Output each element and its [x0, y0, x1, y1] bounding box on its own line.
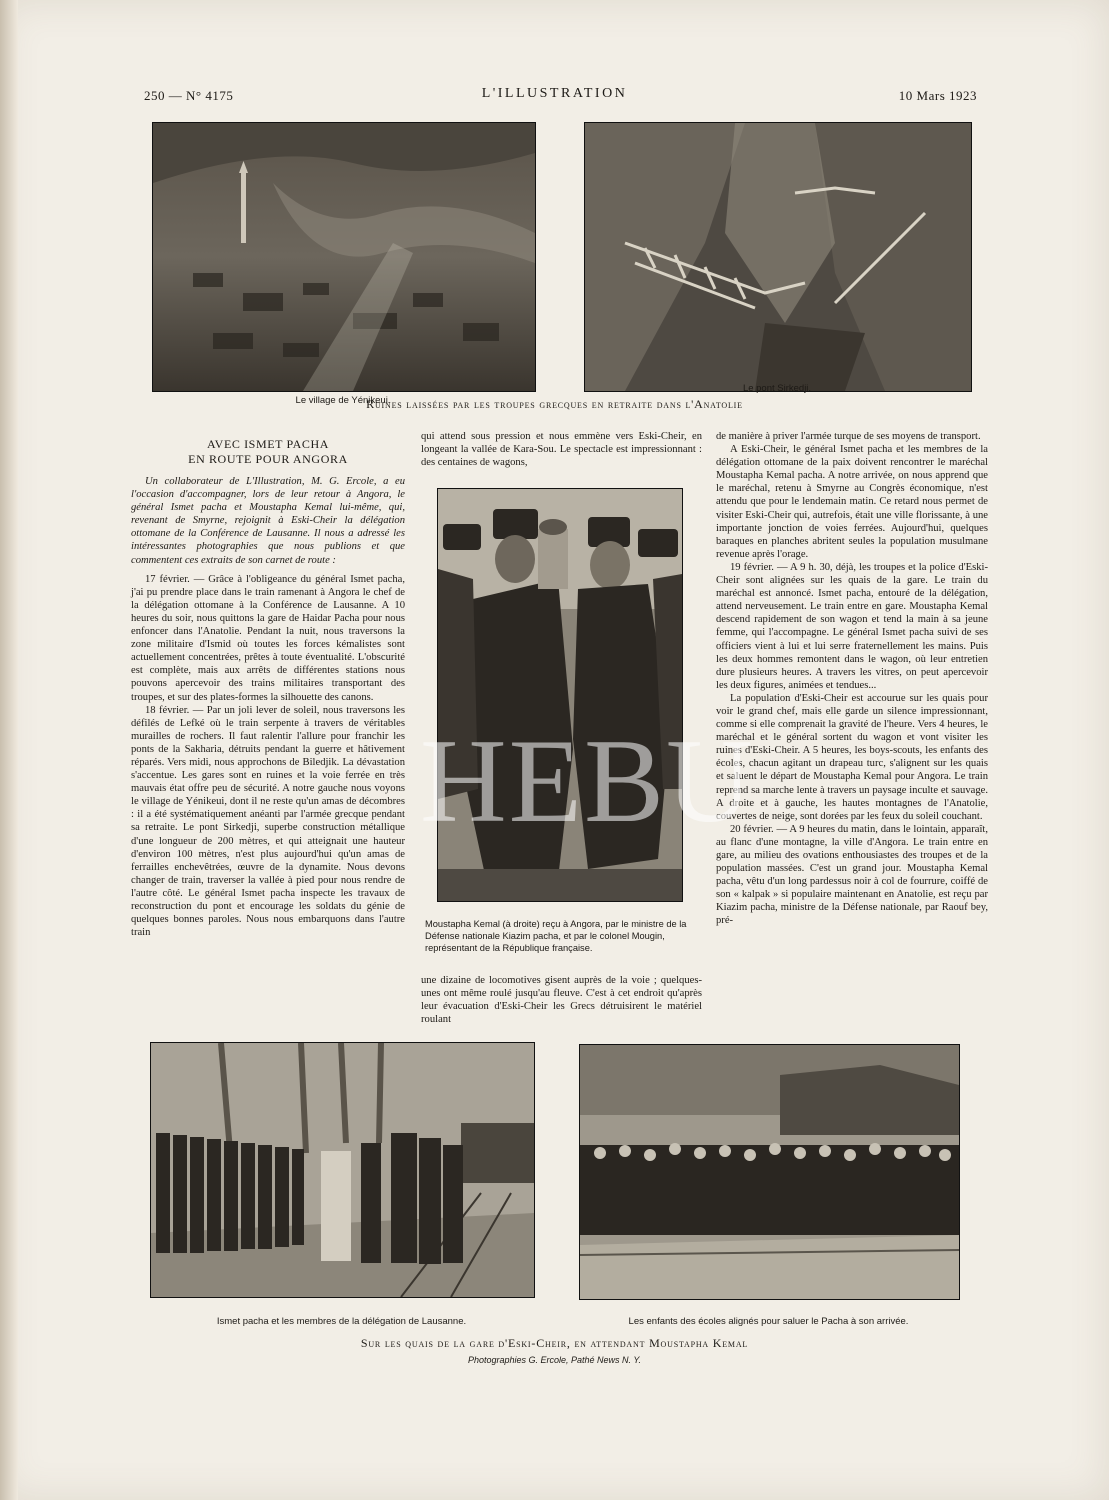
photo-ismet-pacha-delegation [150, 1042, 535, 1298]
photo-moustapha-kemal-angora [437, 488, 683, 902]
entry-19-fevrier: 19 février. — A 9 h. 30, déjà, les troupes et la police d'Eski-Cheir sont alignées sur les quais de la gare. Le train du maréchal est annoncé. Ismet pacha, entouré de la délégation, attend nerveusement. Le train entre en gare. Moustapha Kemal descend rapidement de son wagon et tend la main à sa jeune femme, qui l'accompagne. Le général Ismet pacha suivi de ses officiers vient à lui et lui serre fraternellement les mains. Puis les deux hommes remontent dans le wagon, où leur entretien dure plusieurs heures. A travers les vitres, on peut apercevoir les deux figures, animées et tendues... [716, 561, 988, 691]
photo-yenikeui-village [152, 122, 536, 392]
population-paragraph: La population d'Eski-Cheir est accourue sur les quais pour voir le grand chef, mais elle garde un silence impressionnant, comme si elle comprenait la gravité de l'heure. Vers 4 heures, le maréchal et le général sortent du wagon et vont visiter les ruines d'Eski-Cheir. A 5 heures, les boys-scouts, les enfants des écoles, chacun agitant un drapeau turc, s'alignent sur les quais et saluent le départ de Moustapha Kemal pour Angora. Le train reprend sa marche lente à travers un paysage inculte et sauvage. A droite et à gauche, les hautes montagnes de l'Anatolie, couvertes de neige, sont dorées par les feux du soleil couchant. [716, 692, 988, 822]
article-title-line2: EN ROUTE POUR ANGORA [188, 452, 348, 466]
watermark: HEBU [420, 714, 755, 847]
caption-sirkedji: Le pont Sirkedji. [742, 383, 812, 394]
caption-ismet-delegation: Ismet pacha et les membres de la délégation de Lausanne. [216, 1316, 467, 1327]
article-title-line1: AVEC ISMET PACHA [206, 437, 330, 451]
article-column-1 [131, 437, 405, 939]
article-column-2-top [421, 430, 702, 469]
caption-school-children: Les enfants des écoles alignés pour saluer le Pacha à son arrivée. [628, 1316, 909, 1327]
eski-cheir-paragraph: A Eski-Cheir, le général Ismet pacha et les membres de la délégation ottomane de la paix doivent rencontrer le maréchal Moustapha Kemal pacha. A notre arrivée, on nous apprend que le maréchal, retenu à Smyrne au Congrès économique, n'est attendu que pour le lendemain matin. Ce retard nous permet de visiter Eski-Cheir qui, autrefois, était une ville florissante, à une importante jonction de voies ferrées. Aujourd'hui, quelques baraques en planches abritent seules la population musulmane revenue après l'orage. [716, 444, 988, 560]
column-3-continuation: de manière à priver l'armée turque de ses moyens de transport. [716, 431, 981, 442]
page-edge [0, 0, 18, 1500]
caption-yenikeui: Le village de Yénikeui. [295, 395, 391, 406]
article-title [131, 437, 405, 467]
page-number: 250 — N° 4175 [144, 88, 234, 103]
page-header [0, 86, 1109, 108]
issue-date: 10 Mars 1923 [898, 88, 977, 103]
article-intro: Un collaborateur de L'Illustration, M. G. Ercole, a eu l'occasion d'accompagner, lors de leur retour à Angora, le général Ismet pacha et Moustapha Kemal lui-même, qui, revenant de Smyrne, rejoignit à Eski-Cheir la délégation ottomane de la Conférence de Lausanne. Il nous a adressé les intéressantes photographies que nous publions et que commentent ces extraits de son carnet de route : [131, 476, 405, 566]
column-2-top-text: qui attend sous pression et nous emmène vers Eski-Cheir, en longeant la vallée de Kara-Sou. Le spectacle est impressionnant : des centaines de wagons, [421, 431, 702, 469]
photo-credit: Photographies G. Ercole, Pathé News N. Y. [467, 1355, 642, 1365]
entry-17-fevrier: 17 février. — Grâce à l'obligeance du général Ismet pacha, j'ai pu prendre place dans le train ramenant à Angora le chef de la délégation ottomane à la Conférence de Lausanne. A 10 heures du soir, nous quittons la gare de Haidar Pacha pour nous enfoncer dans l'Anatolie. Pendant la nuit, nous traversons la zone militaire d'Ismid où toutes les forces kémalistes sont actuellement concentrées, prêtes à toute éventualité. L'obscurité est complète, mais aux arrêts de différentes stations nous pouvons apercevoir des trains militaires transportant des troupes, et sur des plates-formes la silhouette des canons. [131, 573, 405, 703]
column-2-bottom-text: une dizaine de locomotives gisent auprès de la voie ; quelques-unes ont même roulé jusqu'au fleuve. C'est à cet endroit qu'après leur évacuation d'Eski-Cheir les Grecs détruisirent le matériel roulant [421, 975, 702, 1026]
entry-20-fevrier: 20 février. — A 9 heures du matin, dans le lointain, apparaît, au flanc d'une montagne, la ville d'Angora. Le train entre en gare, au milieu des ovations enthousiastes des troupes et de la population massées. C'est un grand jour. Moustapha Kemal pacha, vêtu d'un long pardessus noir à col de fourrure, coiffé de son « kalpak » si populaire maintenant en Anatolie, est reçu par Kiazim pacha, ministre de la Défense nationale, par Raouf bey, pré- [716, 823, 988, 927]
photo-school-children [579, 1044, 960, 1300]
entry-18-fevrier: 18 février. — Par un joli lever de soleil, nous traversons les défilés de Lefké où le train serpente à travers de véritables murailles de rochers. Il faut ralentir l'allure pour franchir les ponts de la Sakharia, détruits pendant la guerre et hâtivement réparés. Vers midi, nous approchons de Biledjik. La dévastation s'accentue. Les gares sont en ruines et la voie ferrée en très mauvais état offre peu de sécurité. A notre gauche nous voyons le village de Yénikeui, dont il ne reste qu'un amas de décombres : il a été systématiquement anéanti par l'armée grecque pendant sa retraite. Le pont Sirkedji, superbe construction métallique d'une longueur de 200 mètres, et qui atteignait une hauteur d'environ 100 mètres, n'est plus aujourd'hui qu'un amas de ferrailles enchevêtrées, œuvre de la dynamite. Nous devons changer de train, traverser la vallée à pied pour nous rendre de l'autre côté. Le général Ismet pacha inspecte les travaux de reconstruction du pont et encourage les soldats du génie de quelques bonnes paroles. Nous nous embarquons dans l'autre train [131, 704, 405, 939]
caption-moustapha-kemal: Moustapha Kemal (à droite) reçu à Angora, par le ministre de la Défense nationale Kiazim pacha, et par le colonel Mougin, représentant de la République française. [425, 919, 687, 953]
top-photos-main-caption: Ruines laissées par les troupes grecques en retraite dans l'Anatolie [366, 397, 743, 411]
article-column-2-bottom [421, 974, 702, 1026]
magazine-title: L'ILLUSTRATION [481, 86, 628, 101]
article-column-3 [716, 430, 988, 928]
bottom-photos-main-caption: Sur les quais de la gare d'Eski-Cheir, en attendant Moustapha Kemal [360, 1336, 749, 1350]
photo-sirkedji-bridge [584, 122, 972, 392]
